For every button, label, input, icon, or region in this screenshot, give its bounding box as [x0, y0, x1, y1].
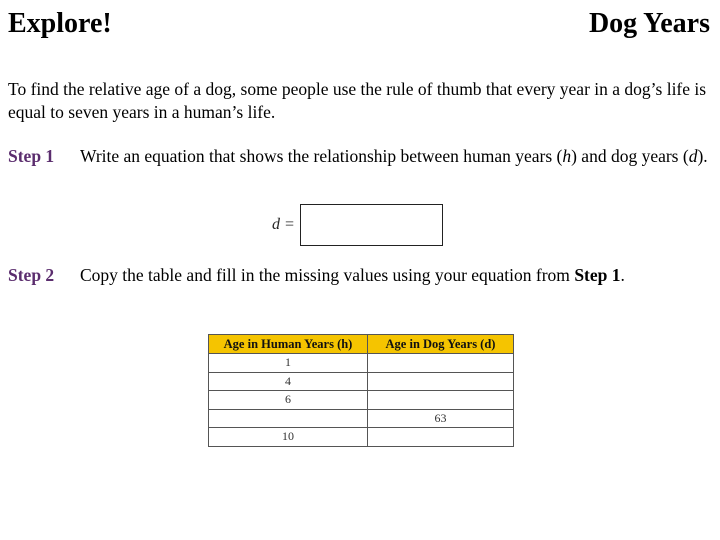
header-dog-years: Age in Dog Years (d): [368, 335, 514, 354]
step-1-text-a: Write an equation that shows the relationship between human years (: [80, 146, 563, 166]
step-2-text-b: .: [620, 265, 625, 285]
step-1-text-b: ) and dog years (: [571, 146, 689, 166]
table-cell[interactable]: 10: [209, 428, 368, 447]
table-row: [209, 354, 514, 373]
table-cell[interactable]: [368, 372, 514, 391]
table-cell[interactable]: 63: [368, 409, 514, 428]
step-1-label: Step 1: [8, 146, 55, 166]
step-2-label: Step 2: [8, 265, 55, 285]
step-2-ref: Step 1: [574, 265, 621, 285]
step-1-text-c: ).: [697, 146, 708, 166]
step-2-text-a: Copy the table and fill in the missing values using your equation from: [80, 265, 575, 285]
page-title: Dog Years: [588, 8, 710, 39]
intro-paragraph: To find the relative age of a dog, some people use the rule of thumb that every year in a dog’s life is equal to seven years in a human’s life.: [8, 79, 707, 122]
var-d: d: [688, 146, 698, 166]
step-2-text: [80, 264, 710, 287]
header-human-years: Age in Human Years (h): [209, 335, 368, 354]
table-cell[interactable]: 1: [209, 354, 368, 373]
table-header-row: [209, 335, 514, 354]
table-cell[interactable]: [368, 391, 514, 410]
equation-label: d =: [272, 216, 295, 233]
explore-heading: Explore!: [8, 8, 112, 39]
equation: [272, 204, 443, 246]
table-cell[interactable]: 4: [209, 372, 368, 391]
table-cell[interactable]: 6: [209, 391, 368, 410]
step-1-text: [80, 145, 710, 168]
var-h: h: [562, 146, 572, 166]
table-row: [209, 391, 514, 410]
table-row: [209, 428, 514, 447]
equation-answer-box[interactable]: [300, 204, 443, 246]
table-cell[interactable]: [209, 409, 368, 428]
table-cell[interactable]: [368, 428, 514, 447]
table-cell[interactable]: [368, 354, 514, 373]
table-row: [209, 409, 514, 428]
dog-years-table: [208, 334, 514, 447]
table-row: [209, 372, 514, 391]
